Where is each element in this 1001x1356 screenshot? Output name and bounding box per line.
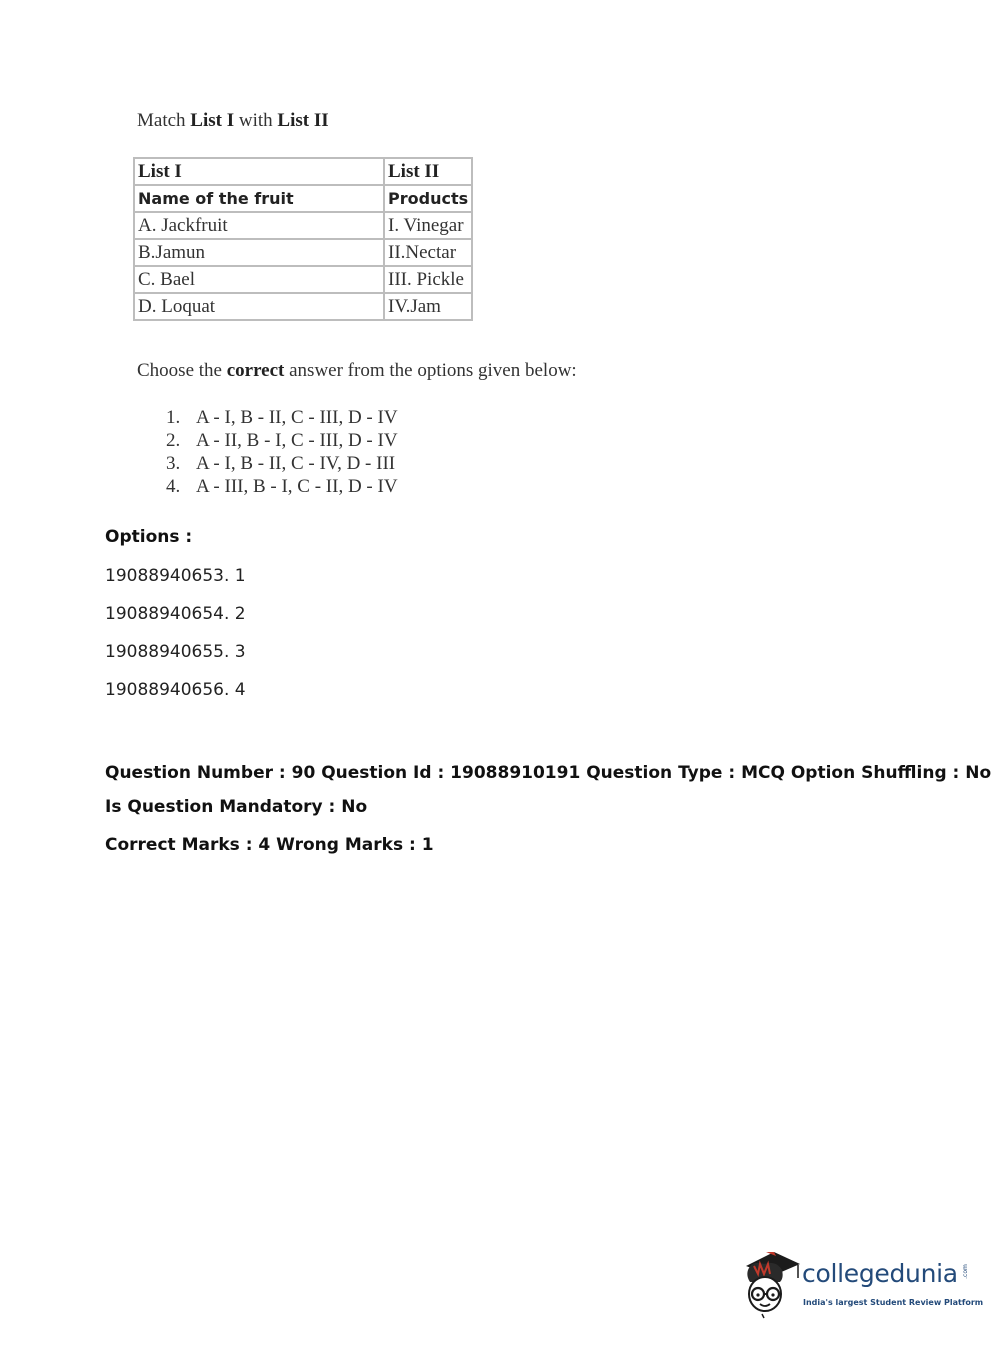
marks-info: Correct Marks : 4 Wrong Marks : 1	[105, 835, 434, 855]
table-cell: A. Jackfruit	[134, 212, 384, 239]
list-i-ref: List I	[190, 110, 235, 131]
table-cell: Products	[384, 185, 472, 212]
list-item: 3. A - I, B - II, C - IV, D - III	[166, 453, 396, 474]
table-row	[134, 185, 472, 212]
table-cell: III. Pickle	[384, 266, 472, 293]
collegedunia-logo	[740, 1248, 984, 1323]
list-item: 2. A - II, B - I, C - III, D - IV	[166, 430, 398, 451]
table-cell: II.Nectar	[384, 239, 472, 266]
option-item-1: 19088940653. 1	[105, 566, 246, 586]
mandatory-info: Is Question Mandatory : No	[105, 797, 368, 817]
option-item-4: 19088940656. 4	[105, 680, 246, 700]
table-cell: B.Jamun	[134, 239, 384, 266]
table-cell: D. Loquat	[134, 293, 384, 320]
table-cell: C. Bael	[134, 266, 384, 293]
table-cell: I. Vinegar	[384, 212, 472, 239]
option-item-3: 19088940655. 3	[105, 642, 246, 662]
logo-wordmark: collegedunia	[802, 1259, 958, 1288]
list-item: 4. A - III, B - I, C - II, D - IV	[166, 476, 398, 497]
table-cell: Name of the fruit	[134, 185, 384, 212]
question-meta: Question Number : 90 Question Id : 19088910191 Question Type : MCQ Option Shuffling : No	[105, 763, 992, 783]
table-row	[134, 212, 472, 239]
match-table	[133, 157, 473, 321]
table-cell: List I	[134, 158, 384, 185]
list-ii-ref: List II	[277, 110, 329, 131]
table-cell: List II	[384, 158, 472, 185]
table-row	[134, 266, 472, 293]
option-item-2: 19088940654. 2	[105, 604, 246, 624]
table-row	[134, 239, 472, 266]
answer-choices-list	[166, 406, 398, 498]
question-intro: Match List I with List II	[137, 110, 329, 131]
table-row	[134, 158, 472, 185]
list-item: 1. A - I, B - II, C - III, D - IV	[166, 407, 398, 428]
logo-tagline: India's largest Student Review Platform	[803, 1298, 984, 1307]
choose-instruction: Choose the correct answer from the options given below:	[137, 360, 577, 381]
table-cell: IV.Jam	[384, 293, 472, 320]
options-label: Options :	[105, 527, 193, 547]
logo-suffix: .com	[961, 1264, 969, 1279]
mascot-icon	[740, 1248, 802, 1320]
table-row	[134, 293, 472, 320]
